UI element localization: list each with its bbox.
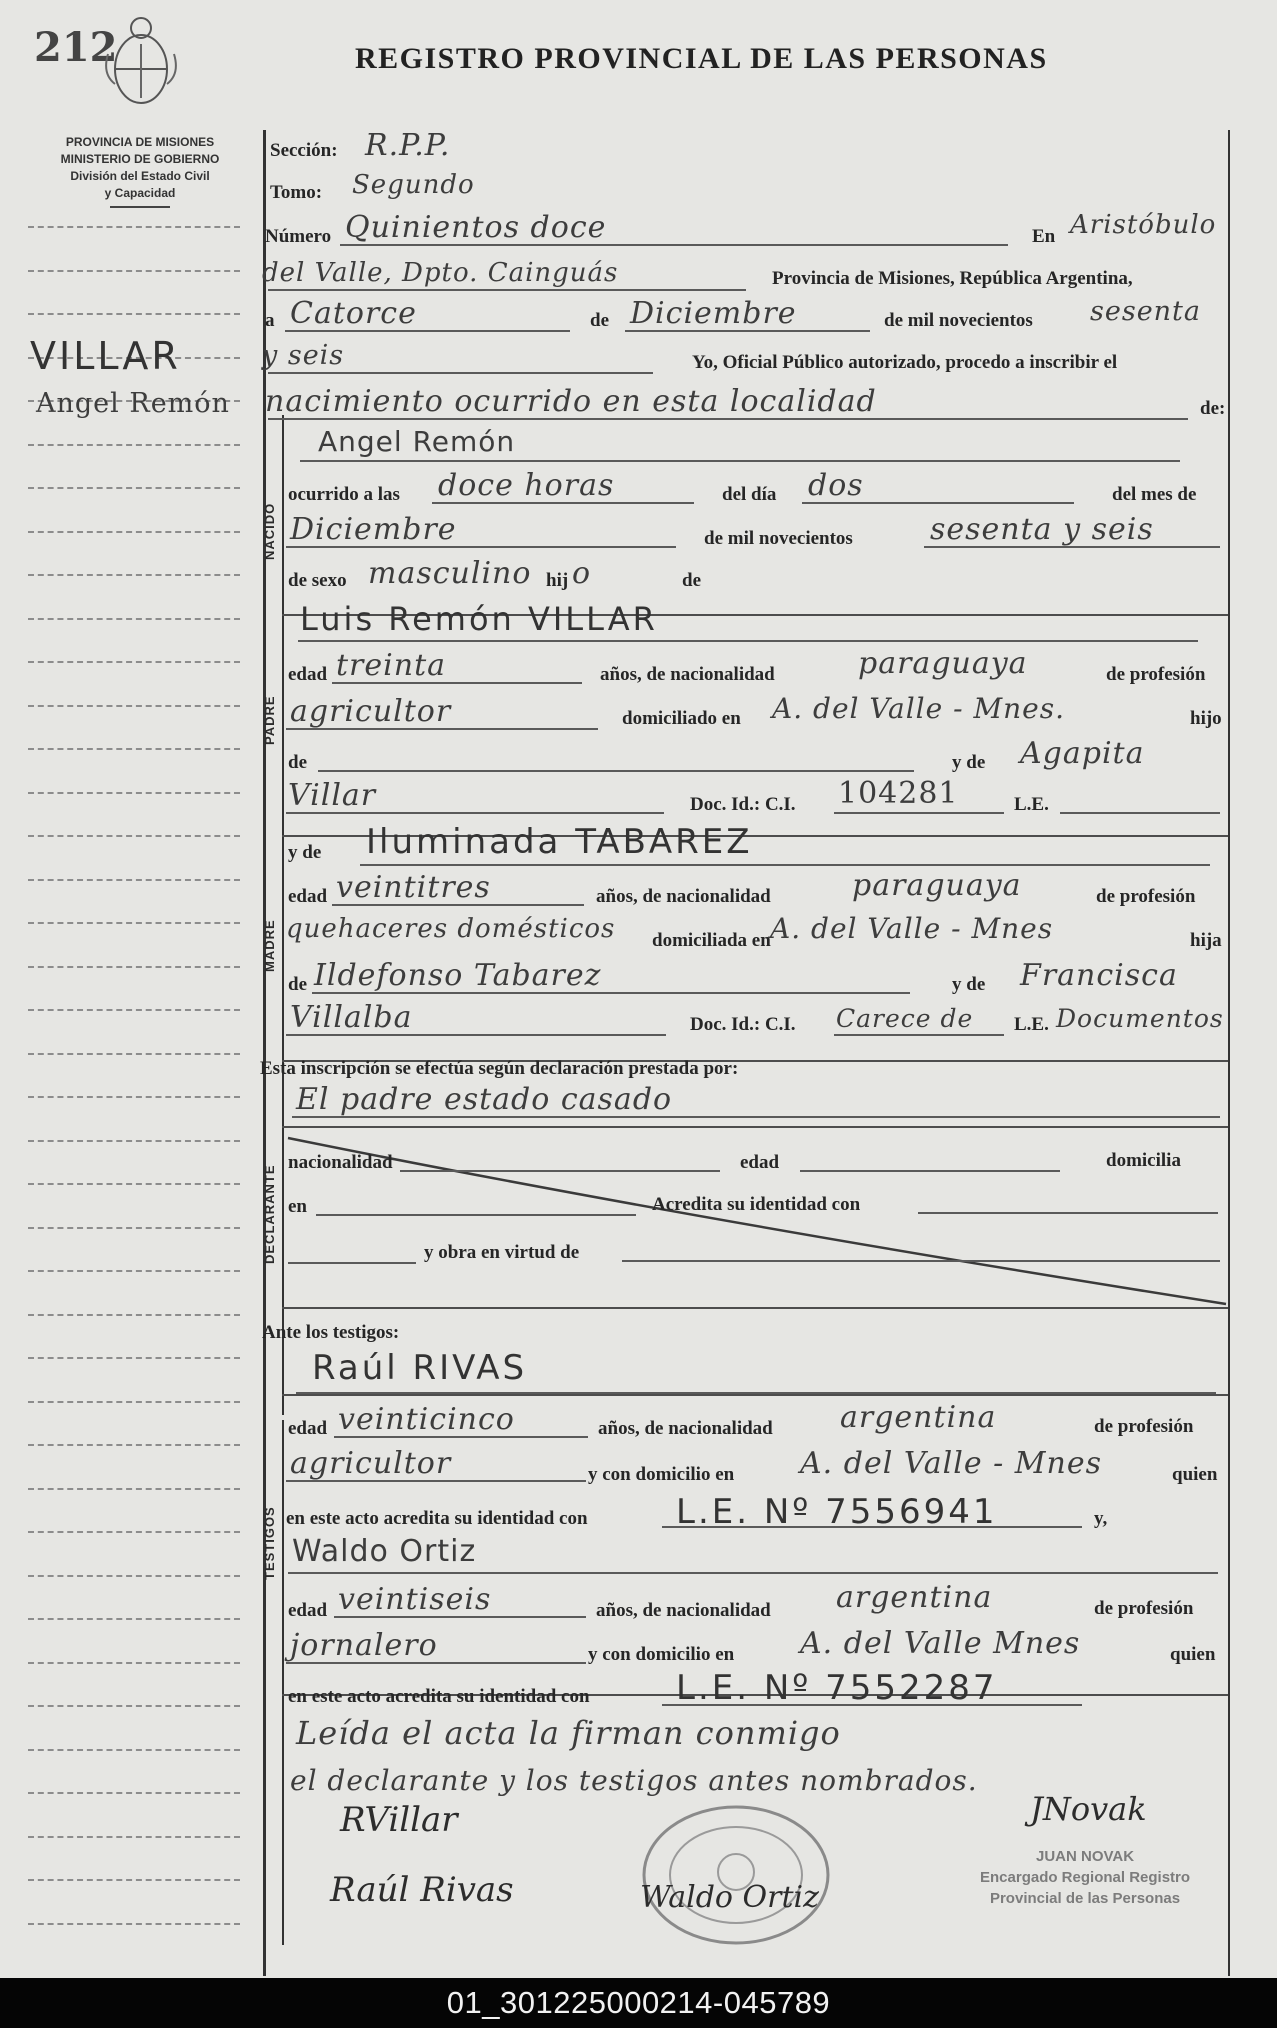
margin-rule-line [28,1618,240,1620]
margin-rule-line [28,1009,240,1011]
mother-hija-label: hija [1190,930,1222,951]
father-anos-label: años, de nacionalidad [600,664,775,685]
mes-label: del mes de [1112,484,1197,505]
seccion-value: R.P.P. [365,128,451,163]
margin-rule-line [28,1575,240,1577]
oficial-text: Yo, Oficial Público autorizado, procedo a inscribir el [692,352,1118,373]
footer-id: 01_301225000214-045789 [0,1978,1277,2028]
margin-rule-line [28,1836,240,1838]
witness1-domicilio-label: y con domicilio en [588,1464,735,1485]
signature-declarante: RVillar [340,1800,458,1840]
place-line2: del Valle, Dpto. Cainguás [262,258,619,288]
stamp-line: Encargado Regional Registro [980,1869,1191,1886]
birth-year: sesenta y seis [930,512,1154,547]
margin-rule-line [28,313,240,315]
declaracion-value: El padre estado casado [296,1082,673,1117]
sex-value: masculino [368,556,532,591]
margin-rule-line [28,1096,240,1098]
witness1-quien-label: quien [1172,1464,1218,1485]
margin-rule-line [28,1705,240,1707]
margin-rule-line [28,1183,240,1185]
father-address: A. del Valle - Mnes. [772,692,1065,725]
declarante-en-label: en [288,1196,307,1217]
witness2-anos-label: años, de nacionalidad [596,1600,771,1621]
mother-name: Iluminada TABAREZ [366,822,753,862]
father-edad-label: edad [288,664,328,685]
sexo-label: de sexo [288,570,347,591]
declarante-domicilia-label: domicilia [1106,1150,1181,1171]
declarante-acredita-label: Acredita su identidad con [652,1194,861,1215]
witness1-nationality: argentina [840,1400,997,1435]
margin-given-name: Angel Remón [36,388,230,419]
father-le-label: L.E. [1014,794,1049,815]
margin-rule-line [28,531,240,533]
margin-rule-line [28,1531,240,1533]
margin-rule-line [28,792,240,794]
seccion-label: Sección: [270,140,338,161]
father-ci: 104281 [838,776,959,811]
mother-profesion-label: de profesión [1096,886,1196,907]
margin-rule-line [28,574,240,576]
mother-nationality: paraguaya [852,868,1022,903]
mother-de-label: de [288,974,307,995]
mother-mother-surname: Villalba [290,1000,413,1035]
father-domicilio-label: domiciliado en [622,708,741,729]
hijo-label: hij [546,570,569,591]
year-label: de mil novecientos [884,310,1033,331]
father-doc-label: Doc. Id.: C.I. [690,794,796,815]
child-name: Angel Remón [318,425,516,458]
mother-address: A. del Valle - Mnes [770,912,1054,945]
witness1-y-label: y, [1094,1508,1108,1529]
birth-hour: doce horas [438,468,615,503]
witness2-acredita-label: en este acto acredita su identidad con [288,1686,590,1707]
witness1-profesion-label: de profesión [1094,1416,1194,1437]
mother-profession: quehaceres domésticos [286,914,616,944]
page-number: 212 [34,24,118,71]
dia-label: del día [722,484,777,505]
margin-rule-line [28,1270,240,1272]
margin-rule-line [28,966,240,968]
margin-rule-line [28,748,240,750]
child-de-label: de [682,570,701,591]
margin-rule-line [28,1401,240,1403]
signature-witness1: Raúl Rivas [330,1870,514,1910]
testigos-label: Ante los testigos: [262,1322,400,1343]
hijo-suffix: o [572,556,592,591]
father-hijo-label: hijo [1190,708,1222,729]
witness2-edad-label: edad [288,1600,328,1621]
mother-edad-label: edad [288,886,328,907]
witness2-profesion-label: de profesión [1094,1598,1194,1619]
closing-line1: Leída el acta la firman conmigo [296,1714,841,1752]
margin-rule-line [28,444,240,446]
witness1-age: veinticinco [338,1402,515,1437]
header-title: REGISTRO PROVINCIAL DE LAS PERSONAS [355,42,1048,75]
hora-label: ocurrido a las [288,484,400,505]
de-label: de [590,310,609,331]
witness1-name: Raúl RIVAS [312,1348,528,1388]
father-profession: agricultor [290,694,452,729]
stamp-text [980,1846,1190,1909]
witness1-anos-label: años, de nacionalidad [598,1418,773,1439]
margin-rule-line [28,879,240,881]
hecho-de-label: de: [1200,398,1226,419]
birth-day: dos [808,468,864,503]
mother-father-name: Ildefonso Tabarez [314,958,602,993]
father-mother-surname: Villar [288,778,377,813]
witness2-nationality: argentina [836,1580,993,1615]
registration-month: Diciembre [630,296,797,331]
mother-anos-label: años, de nacionalidad [596,886,771,907]
margin-rule-line [28,1488,240,1490]
witness1-address: A. del Valle - Mnes [800,1446,1102,1481]
witness2-age: veintiseis [338,1582,492,1617]
mother-le-label: L.E. [1014,1014,1049,1035]
margin-rule-line [28,270,240,272]
mother-ci: Carece de [836,1004,974,1033]
declarante-nacionalidad-label: nacionalidad [288,1152,393,1173]
agency-line: PROVINCIA DE MISIONES [65,135,215,149]
provincia-text: Provincia de Misiones, República Argentina, [772,268,1133,289]
witness2-quien-label: quien [1170,1644,1216,1665]
agency-block [24,134,256,208]
father-name: Luis Remón VILLAR [300,600,658,638]
signature-witness2: Waldo Ortiz [640,1880,819,1915]
witness1-profession: agricultor [290,1446,452,1481]
tomo-value: Segundo [352,170,475,200]
witness2-domicilio-label: y con domicilio en [588,1644,735,1665]
tomo-label: Tomo: [270,182,323,203]
margin-rule-line [28,1357,240,1359]
hecho-value: nacimiento ocurrido en esta localidad [265,384,877,419]
closing-line2: el declarante y los testigos antes nombrados. [290,1764,978,1797]
margin-rule-line [28,1227,240,1229]
declaracion-label: Esta inscripción se efectúa según declaración prestada por: [260,1058,739,1079]
birth-month: Diciembre [290,512,457,547]
margin-rule-line [28,1923,240,1925]
father-de-label: de [288,752,307,773]
registration-day: Catorce [290,296,417,331]
margin-rule-line [28,1140,240,1142]
father-mother-name: Agapita [1020,736,1145,771]
father-nationality: paraguaya [858,646,1028,681]
official-seal-icon [636,1800,836,1950]
margin-rule-line [28,922,240,924]
declarante-edad-label: edad [740,1152,780,1173]
margin-rule-line [28,1444,240,1446]
declarante-virtud-label: y obra en virtud de [424,1242,580,1263]
margin-rule-line [28,618,240,620]
section-label-padre: PADRE [262,695,277,745]
section-label-testigos: TESTIGOS [262,1506,277,1580]
agency-line: División del Estado Civil [70,169,210,183]
margin-rule-line [28,1749,240,1751]
place-line1: Aristóbulo [1070,210,1217,240]
margin-rule-line [28,1314,240,1316]
agency-line: MINISTERIO DE GOBIERNO [60,152,220,166]
anio-label: de mil novecientos [704,528,853,549]
witness1-edad-label: edad [288,1418,328,1439]
witness2-name: Waldo Ortiz [292,1534,477,1569]
margin-rule-line [28,661,240,663]
coat-of-arms-icon [100,14,182,114]
margin-rule-line [28,1053,240,1055]
witness2-address: A. del Valle Mnes [800,1626,1081,1661]
agency-line: y Capacidad [104,186,176,200]
signature-official: JNovak [1030,1790,1147,1828]
witness2-doc: L.E. Nº 7552287 [676,1668,998,1708]
margin-rule-line [28,487,240,489]
mother-yde-label: y de [288,842,322,863]
mother-yde2-label: y de [952,974,986,995]
numero-value: Quinientos doce [345,210,607,245]
margin-surname: VILLAR [30,334,181,378]
section-label-madre: MADRE [262,919,277,972]
father-profesion-label: de profesión [1106,664,1206,685]
witness1-doc: L.E. Nº 7556941 [676,1492,998,1532]
father-yde-label: y de [952,752,986,773]
margin-rule-line [28,705,240,707]
father-age: treinta [336,648,447,683]
numero-label: Número [265,226,332,247]
mother-le: Documentos [1056,1004,1224,1033]
margin-rule-line [28,226,240,228]
registration-year1: sesenta [1090,296,1202,327]
stamp-line: Provincial de las Personas [989,1890,1181,1907]
stamp-line: JUAN NOVAK [1035,1848,1135,1865]
mother-domicilio-label: domiciliada en [652,930,771,951]
margin-rule-line [28,1879,240,1881]
mother-doc-label: Doc. Id.: C.I. [690,1014,796,1035]
margin-rule-line [28,1662,240,1664]
witness2-profession: jornalero [290,1628,438,1663]
a-label: a [265,310,275,331]
margin-rule-line [28,835,240,837]
en-label: En [1032,226,1056,247]
registration-year2: y seis [262,340,345,371]
mother-mother-name: Francisca [1020,958,1178,993]
witness1-acredita-label: en este acto acredita su identidad con [286,1508,588,1529]
mother-age: veintitres [336,870,491,905]
margin-rule-line [28,1792,240,1794]
section-label-declarante: DECLARANTE [262,1164,277,1264]
section-label-nacido: NACIDO [262,502,277,560]
